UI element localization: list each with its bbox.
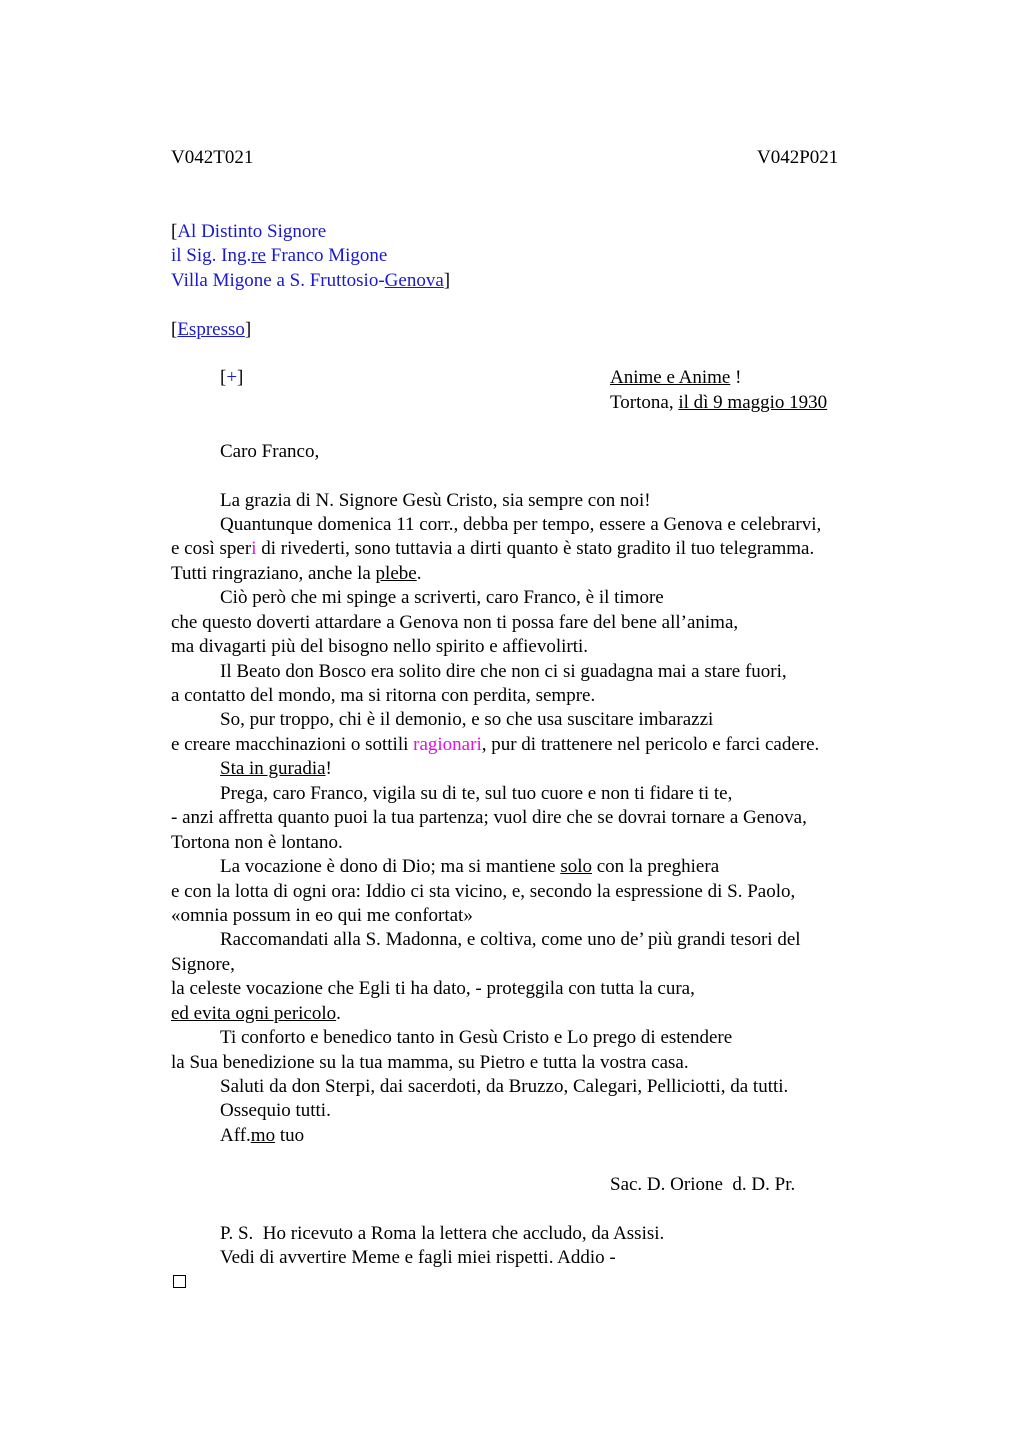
bracket: ] — [237, 367, 244, 388]
bracket: ] — [443, 270, 451, 291]
address-villa: Villa Migone a S. Fruttosio- — [171, 270, 385, 291]
espresso-label: Espresso — [177, 319, 245, 340]
postscript-line-2: Vedi di avvertire Meme e fagli miei rispetti. Addio - — [220, 1247, 616, 1268]
body-line: la Sua benedizione su la tua mamma, su Pietro e tutta la vostra casa. — [171, 1052, 689, 1073]
body-line — [171, 562, 421, 586]
body-line: - anzi affretta quanto puoi la tua partenza; vuol dire che se dovrai tornare a Genova, — [171, 807, 807, 828]
body-line — [171, 537, 814, 561]
address-name-superscript: re — [251, 245, 266, 266]
text-span: Aff. — [220, 1125, 251, 1146]
body-line — [220, 855, 719, 879]
body-line: Quantunque domenica 11 corr., debba per tempo, essere a Genova e celebrarvi, — [220, 514, 822, 535]
dateline-date: il dì 9 maggio 1930 — [678, 392, 828, 413]
body-line: Ossequio tutti. — [220, 1100, 331, 1121]
body-line: Prega, caro Franco, vigila su di te, sul tuo cuore e non ti fidare ti te, — [220, 783, 733, 804]
text-span: ! — [325, 758, 332, 779]
body-line: «omnia possum in eo qui me confortat» — [171, 905, 473, 926]
motto — [610, 366, 741, 390]
body-line: Signore, — [171, 954, 235, 975]
underlined-phrase: ed evita ogni pericolo — [171, 1003, 337, 1024]
body-line — [171, 733, 819, 757]
address-recipient-title: Al Distinto Signore — [177, 221, 327, 242]
closing — [220, 1124, 304, 1148]
body-line: che questo doverti attardare a Genova non ti possa fare del bene all’anima, — [171, 612, 739, 633]
body-line: ma divagarti più del bisogno nello spirito e affievolirti. — [171, 636, 589, 657]
salutation: Caro Franco, — [220, 441, 320, 462]
body-line: Il Beato don Bosco era solito dire che non ci si guadagna mai a stare fuori, — [220, 661, 787, 682]
motto-text: Anime e Anime — [610, 367, 731, 388]
body-line: e con la lotta di ogni ora: Iddio ci sta vicino, e, secondo la espressione di S. Paolo, — [171, 881, 796, 902]
body-line: So, pur troppo, chi è il demonio, e so che usa suscitare imbarazzi — [220, 709, 714, 730]
dateline — [610, 391, 827, 415]
dateline-place: Tortona, — [610, 392, 679, 413]
address-city: Genova — [384, 270, 444, 291]
body-line: Ti conforto e benedico tanto in Gesù Cristo e Lo prego di estendere — [220, 1027, 733, 1048]
underlined-word: solo — [560, 856, 592, 877]
text-span: , pur di trattenere nel pericolo e farci cadere. — [481, 734, 820, 755]
cross-mark — [220, 366, 243, 390]
bracket: [ — [171, 319, 178, 340]
body-line — [220, 757, 332, 781]
text-span: Tutti ringraziano, anche la — [171, 563, 376, 584]
bracket: [ — [220, 367, 227, 388]
bracket: [ — [171, 221, 178, 242]
address-line-2 — [171, 244, 387, 268]
body-line: la celeste vocazione che Egli ti ha dato, - proteggila con tutta la cura, — [171, 978, 695, 999]
cross-icon: + — [226, 367, 238, 388]
text-span: con la preghiera — [592, 856, 720, 877]
address-name: Franco Migone — [266, 245, 388, 266]
document-code-right: V042P021 — [757, 147, 839, 168]
text-span: La vocazione è dono di Dio; ma si mantiene — [220, 856, 561, 877]
body-line: a contatto del mondo, ma si ritorna con perdita, sempre. — [171, 685, 596, 706]
signature: Sac. D. Orione d. D. Pr. — [610, 1174, 796, 1195]
body-line — [171, 1002, 341, 1026]
address-line-3 — [171, 269, 450, 293]
highlighted-letter: i — [251, 538, 257, 559]
text-span: tuo — [275, 1125, 305, 1146]
address-line-1 — [171, 220, 326, 244]
text-span: e creare macchinazioni o sottili — [171, 734, 414, 755]
underlined-abbrev: mo — [250, 1125, 276, 1146]
document-code-left: V042T021 — [171, 147, 254, 168]
espresso-note — [171, 318, 251, 342]
body-line: Tortona non è lontano. — [171, 832, 343, 853]
motto-suffix: ! — [730, 367, 742, 388]
postscript-line-1: P. S. Ho ricevuto a Roma la lettera che accludo, da Assisi. — [220, 1223, 665, 1244]
text-span: e così sper — [171, 538, 252, 559]
body-line: Saluti da don Sterpi, dai sacerdoti, da Bruzzo, Calegari, Pelliciotti, da tutti. — [220, 1076, 789, 1097]
body-line: Ciò però che mi spinge a scriverti, caro Franco, è il timore — [220, 587, 664, 608]
text-span: . — [416, 563, 422, 584]
underlined-word: plebe — [375, 563, 417, 584]
body-line: Raccomandati alla S. Madonna, e coltiva, come uno de’ più grandi tesori del — [220, 929, 801, 950]
end-square-icon — [173, 1275, 186, 1288]
address-name-prefix: il Sig. Ing. — [171, 245, 252, 266]
body-line: La grazia di N. Signore Gesù Cristo, sia sempre con noi! — [220, 490, 651, 511]
highlighted-word: ragionari — [413, 734, 482, 755]
bracket: ] — [244, 319, 252, 340]
underlined-phrase: Sta in guradia — [220, 758, 326, 779]
text-span: di rivederti, sono tuttavia a dirti quanto è stato gradito il tuo telegramma. — [256, 538, 815, 559]
text-span: . — [336, 1003, 341, 1024]
